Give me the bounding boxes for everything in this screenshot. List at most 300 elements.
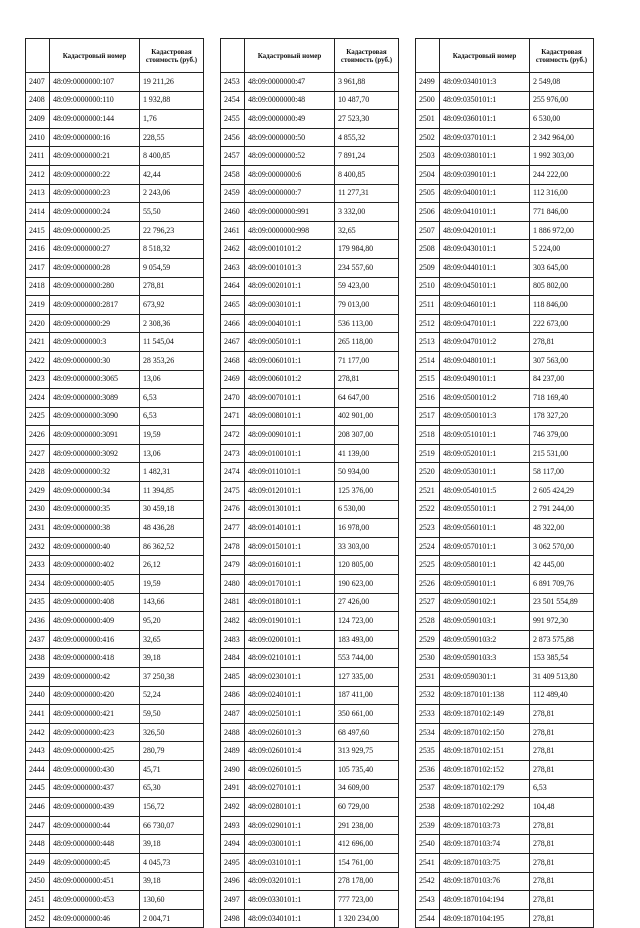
cadastral-value-cell: 3 961,88 <box>335 73 399 92</box>
row-number-cell: 2492 <box>221 798 245 817</box>
table-row <box>26 221 204 240</box>
table-row <box>26 463 204 482</box>
cadastral-number-cell: 48:09:1870103:73 <box>440 816 530 835</box>
row-number-cell: 2498 <box>221 909 245 928</box>
row-number-cell: 2520 <box>416 463 440 482</box>
cadastral-value-cell: 208 307,00 <box>335 426 399 445</box>
table-row <box>416 760 594 779</box>
cadastral-number-cell: 48:09:0160101:1 <box>245 556 335 575</box>
row-number-cell: 2428 <box>26 463 50 482</box>
cadastral-value-cell: 278,81 <box>530 742 594 761</box>
row-number-cell: 2434 <box>26 575 50 594</box>
row-number-cell: 2431 <box>26 519 50 538</box>
row-number-cell: 2415 <box>26 221 50 240</box>
table-row <box>26 593 204 612</box>
row-number-cell: 2500 <box>416 91 440 110</box>
cadastral-number-cell: 48:09:0550101:1 <box>440 500 530 519</box>
row-number-cell: 2409 <box>26 110 50 129</box>
cadastral-number-cell: 48:09:0290101:1 <box>245 816 335 835</box>
cadastral-number-cell: 48:09:0000000:35 <box>50 500 140 519</box>
table-row <box>221 258 399 277</box>
row-number-cell: 2536 <box>416 760 440 779</box>
table-row <box>416 537 594 556</box>
cadastral-value-cell: 32,65 <box>335 221 399 240</box>
cadastral-value-cell: 6,53 <box>140 389 204 408</box>
table-row <box>416 165 594 184</box>
table-row <box>26 128 204 147</box>
header-cadastral-value: Кадастровая стоимость (руб.) <box>335 39 399 73</box>
table-row <box>26 184 204 203</box>
cadastral-value-cell: 183 493,00 <box>335 630 399 649</box>
table-row <box>26 909 204 928</box>
table-row <box>26 556 204 575</box>
row-number-cell: 2483 <box>221 630 245 649</box>
table-row <box>221 444 399 463</box>
row-number-cell: 2496 <box>221 872 245 891</box>
row-number-cell: 2491 <box>221 779 245 798</box>
table-row <box>26 798 204 817</box>
cadastral-value-cell: 79 013,00 <box>335 296 399 315</box>
table-row <box>221 221 399 240</box>
table-row <box>26 649 204 668</box>
cadastral-value-cell: 244 222,00 <box>530 165 594 184</box>
row-number-cell: 2412 <box>26 165 50 184</box>
cadastral-number-cell: 48:09:0000000:45 <box>50 853 140 872</box>
table-row <box>26 482 204 501</box>
cadastral-number-cell: 48:09:0000000:29 <box>50 314 140 333</box>
cadastral-number-cell: 48:09:0340101:3 <box>440 73 530 92</box>
table-row <box>26 668 204 687</box>
header-cadastral-number: Кадастровый номер <box>50 39 140 73</box>
table-row <box>26 444 204 463</box>
cadastral-number-cell: 48:09:0590103:2 <box>440 630 530 649</box>
cadastral-number-cell: 48:09:0000000:44 <box>50 816 140 835</box>
cadastral-value-cell: 746 379,00 <box>530 426 594 445</box>
table-row <box>221 482 399 501</box>
table-row <box>416 296 594 315</box>
table-row <box>221 333 399 352</box>
cadastral-number-cell: 48:09:0030101:1 <box>245 296 335 315</box>
row-number-cell: 2418 <box>26 277 50 296</box>
cadastral-number-cell: 48:09:0000000:409 <box>50 612 140 631</box>
cadastral-value-cell: 31 409 513,80 <box>530 668 594 687</box>
table-row <box>416 668 594 687</box>
cadastral-number-cell: 48:09:0000000:38 <box>50 519 140 538</box>
cadastral-value-cell: 2 605 424,29 <box>530 482 594 501</box>
cadastral-value-cell: 125 376,00 <box>335 482 399 501</box>
cadastral-number-cell: 48:09:1870102:150 <box>440 723 530 742</box>
cadastral-value-cell: 2 004,71 <box>140 909 204 928</box>
row-number-cell: 2514 <box>416 351 440 370</box>
table-row <box>221 891 399 910</box>
row-number-cell: 2460 <box>221 203 245 222</box>
row-number-cell: 2442 <box>26 723 50 742</box>
cadastral-number-cell: 48:09:0050101:1 <box>245 333 335 352</box>
cadastral-value-cell: 553 744,00 <box>335 649 399 668</box>
cadastral-number-cell: 48:09:0000000:52 <box>245 147 335 166</box>
cadastral-value-cell: 278,81 <box>530 723 594 742</box>
row-number-cell: 2505 <box>416 184 440 203</box>
cadastral-table-1 <box>25 38 204 928</box>
table-row <box>416 872 594 891</box>
table-row <box>26 630 204 649</box>
cadastral-number-cell: 48:09:0310101:1 <box>245 853 335 872</box>
table-row <box>416 779 594 798</box>
row-number-cell: 2422 <box>26 351 50 370</box>
cadastral-value-cell: 112 489,40 <box>530 686 594 705</box>
cadastral-number-cell: 48:09:0000000:25 <box>50 221 140 240</box>
cadastral-value-cell: 27 426,00 <box>335 593 399 612</box>
cadastral-number-cell: 48:09:0000000:28 <box>50 258 140 277</box>
cadastral-value-cell: 4 855,32 <box>335 128 399 147</box>
row-number-cell: 2527 <box>416 593 440 612</box>
row-number-cell: 2540 <box>416 835 440 854</box>
header-number <box>416 39 440 73</box>
cadastral-value-cell: 673,92 <box>140 296 204 315</box>
cadastral-number-cell: 48:09:0000000:48 <box>245 91 335 110</box>
row-number-cell: 2502 <box>416 128 440 147</box>
cadastral-value-cell: 1 320 234,00 <box>335 909 399 928</box>
cadastral-value-cell: 105 735,40 <box>335 760 399 779</box>
cadastral-number-cell: 48:09:0400101:1 <box>440 184 530 203</box>
cadastral-value-cell: 104,48 <box>530 798 594 817</box>
cadastral-value-cell: 32,65 <box>140 630 204 649</box>
cadastral-value-cell: 60 729,00 <box>335 798 399 817</box>
cadastral-value-cell: 234 557,60 <box>335 258 399 277</box>
cadastral-value-cell: 11 277,31 <box>335 184 399 203</box>
table-row <box>221 147 399 166</box>
row-number-cell: 2479 <box>221 556 245 575</box>
cadastral-value-cell: 42,44 <box>140 165 204 184</box>
table-row <box>221 909 399 928</box>
cadastral-number-cell: 48:09:0500101:3 <box>440 407 530 426</box>
cadastral-number-cell: 48:09:0120101:1 <box>245 482 335 501</box>
cadastral-number-cell: 48:09:0300101:1 <box>245 835 335 854</box>
table-row <box>26 779 204 798</box>
row-number-cell: 2543 <box>416 891 440 910</box>
row-number-cell: 2508 <box>416 240 440 259</box>
table-row <box>416 333 594 352</box>
cadastral-number-cell: 48:09:0270101:1 <box>245 779 335 798</box>
cadastral-number-cell: 48:09:0210101:1 <box>245 649 335 668</box>
cadastral-number-cell: 48:09:0000000:2817 <box>50 296 140 315</box>
cadastral-number-cell: 48:09:0000000:437 <box>50 779 140 798</box>
cadastral-number-cell: 48:09:0450101:1 <box>440 277 530 296</box>
cadastral-value-cell: 6 891 709,76 <box>530 575 594 594</box>
cadastral-value-cell: 58 117,00 <box>530 463 594 482</box>
cadastral-value-cell: 1 932,88 <box>140 91 204 110</box>
table-row <box>26 91 204 110</box>
row-number-cell: 2542 <box>416 872 440 891</box>
row-number-cell: 2417 <box>26 258 50 277</box>
table-row <box>221 853 399 872</box>
table-row <box>221 240 399 259</box>
cadastral-number-cell: 48:09:0180101:1 <box>245 593 335 612</box>
cadastral-value-cell: 23 501 554,89 <box>530 593 594 612</box>
cadastral-number-cell: 48:09:0010101:2 <box>245 240 335 259</box>
row-number-cell: 2503 <box>416 147 440 166</box>
cadastral-number-cell: 48:09:0000000:280 <box>50 277 140 296</box>
table-row <box>26 872 204 891</box>
cadastral-number-cell: 48:09:0460101:1 <box>440 296 530 315</box>
cadastral-number-cell: 48:09:0000000:24 <box>50 203 140 222</box>
cadastral-number-cell: 48:09:0280101:1 <box>245 798 335 817</box>
row-number-cell: 2457 <box>221 147 245 166</box>
cadastral-number-cell: 48:09:0200101:1 <box>245 630 335 649</box>
row-number-cell: 2506 <box>416 203 440 222</box>
cadastral-number-cell: 48:09:0000000:405 <box>50 575 140 594</box>
table-row <box>221 277 399 296</box>
row-number-cell: 2484 <box>221 649 245 668</box>
cadastral-value-cell: 278,81 <box>140 277 204 296</box>
row-number-cell: 2480 <box>221 575 245 594</box>
cadastral-number-cell: 48:09:0000000:991 <box>245 203 335 222</box>
cadastral-number-cell: 48:09:0560101:1 <box>440 519 530 538</box>
row-number-cell: 2451 <box>26 891 50 910</box>
header-number <box>26 39 50 73</box>
header-cadastral-number: Кадастровый номер <box>245 39 335 73</box>
cadastral-value-cell: 84 237,00 <box>530 370 594 389</box>
cadastral-value-cell: 55,50 <box>140 203 204 222</box>
row-number-cell: 2465 <box>221 296 245 315</box>
cadastral-number-cell: 48:09:0000000:3090 <box>50 407 140 426</box>
row-number-cell: 2453 <box>221 73 245 92</box>
cadastral-number-cell: 48:09:1870101:138 <box>440 686 530 705</box>
row-number-cell: 2464 <box>221 277 245 296</box>
table-row <box>221 407 399 426</box>
cadastral-value-cell: 350 661,00 <box>335 705 399 724</box>
table-row <box>26 537 204 556</box>
cadastral-number-cell: 48:09:0260101:5 <box>245 760 335 779</box>
table-row <box>26 110 204 129</box>
row-number-cell: 2445 <box>26 779 50 798</box>
table-row <box>26 73 204 92</box>
row-number-cell: 2493 <box>221 816 245 835</box>
table-row <box>416 203 594 222</box>
table-row <box>416 184 594 203</box>
header-cadastral-value: Кадастровая стоимость (руб.) <box>530 39 594 73</box>
table-row <box>416 556 594 575</box>
cadastral-value-cell: 178 327,20 <box>530 407 594 426</box>
row-number-cell: 2525 <box>416 556 440 575</box>
cadastral-value-cell: 307 563,00 <box>530 351 594 370</box>
row-number-cell: 2477 <box>221 519 245 538</box>
cadastral-number-cell: 48:09:0520101:1 <box>440 444 530 463</box>
row-number-cell: 2512 <box>416 314 440 333</box>
cadastral-value-cell: 326,50 <box>140 723 204 742</box>
cadastral-value-cell: 278,81 <box>530 705 594 724</box>
cadastral-number-cell: 48:09:0000000:3092 <box>50 444 140 463</box>
table-row <box>416 835 594 854</box>
row-number-cell: 2408 <box>26 91 50 110</box>
cadastral-number-cell: 48:09:0000000:144 <box>50 110 140 129</box>
cadastral-number-cell: 48:09:0110101:1 <box>245 463 335 482</box>
cadastral-value-cell: 6,53 <box>530 779 594 798</box>
row-number-cell: 2458 <box>221 165 245 184</box>
table-row <box>221 872 399 891</box>
cadastral-number-cell: 48:09:0000000:34 <box>50 482 140 501</box>
row-number-cell: 2513 <box>416 333 440 352</box>
cadastral-value-cell: 215 531,00 <box>530 444 594 463</box>
cadastral-number-cell: 48:09:0000000:423 <box>50 723 140 742</box>
table-row <box>416 742 594 761</box>
row-number-cell: 2518 <box>416 426 440 445</box>
row-number-cell: 2531 <box>416 668 440 687</box>
row-number-cell: 2424 <box>26 389 50 408</box>
cadastral-value-cell: 278,81 <box>530 760 594 779</box>
table-row <box>416 351 594 370</box>
cadastral-value-cell: 6 530,00 <box>335 500 399 519</box>
row-number-cell: 2517 <box>416 407 440 426</box>
row-number-cell: 2447 <box>26 816 50 835</box>
cadastral-value-cell: 2 791 244,00 <box>530 500 594 519</box>
cadastral-value-cell: 59,50 <box>140 705 204 724</box>
table-row <box>26 333 204 352</box>
table-row <box>26 240 204 259</box>
cadastral-value-cell: 412 696,00 <box>335 835 399 854</box>
table-row <box>416 500 594 519</box>
cadastral-number-cell: 48:09:0470101:1 <box>440 314 530 333</box>
cadastral-value-cell: 278,81 <box>530 835 594 854</box>
cadastral-value-cell: 11 545,04 <box>140 333 204 352</box>
table-row <box>221 463 399 482</box>
cadastral-value-cell: 52,24 <box>140 686 204 705</box>
table-row <box>26 389 204 408</box>
table-row <box>26 519 204 538</box>
table-row <box>221 426 399 445</box>
table-row <box>416 853 594 872</box>
cadastral-number-cell: 48:09:1870102:151 <box>440 742 530 761</box>
row-number-cell: 2535 <box>416 742 440 761</box>
cadastral-value-cell: 5 224,00 <box>530 240 594 259</box>
cadastral-number-cell: 48:09:0340101:1 <box>245 909 335 928</box>
table-row <box>221 612 399 631</box>
header-cadastral-value: Кадастровая стоимость (руб.) <box>140 39 204 73</box>
table-row <box>26 705 204 724</box>
row-number-cell: 2468 <box>221 351 245 370</box>
cadastral-number-cell: 48:09:0360101:1 <box>440 110 530 129</box>
row-number-cell: 2446 <box>26 798 50 817</box>
cadastral-value-cell: 19,59 <box>140 575 204 594</box>
cadastral-value-cell: 39,18 <box>140 835 204 854</box>
cadastral-value-cell: 1 482,31 <box>140 463 204 482</box>
row-number-cell: 2441 <box>26 705 50 724</box>
row-number-cell: 2437 <box>26 630 50 649</box>
table-row <box>221 593 399 612</box>
cadastral-number-cell: 48:09:1870103:76 <box>440 872 530 891</box>
table-row <box>416 519 594 538</box>
row-number-cell: 2534 <box>416 723 440 742</box>
row-number-cell: 2413 <box>26 184 50 203</box>
cadastral-number-cell: 48:09:0010101:3 <box>245 258 335 277</box>
cadastral-number-cell: 48:09:0000000:6 <box>245 165 335 184</box>
table-row <box>416 407 594 426</box>
row-number-cell: 2529 <box>416 630 440 649</box>
row-number-cell: 2426 <box>26 426 50 445</box>
cadastral-number-cell: 48:09:0000000:50 <box>245 128 335 147</box>
table-row <box>221 203 399 222</box>
cadastral-number-cell: 48:09:0150101:1 <box>245 537 335 556</box>
cadastral-number-cell: 48:09:0000000:451 <box>50 872 140 891</box>
table-row <box>416 73 594 92</box>
row-number-cell: 2410 <box>26 128 50 147</box>
row-number-cell: 2419 <box>26 296 50 315</box>
cadastral-number-cell: 48:09:0500101:2 <box>440 389 530 408</box>
cadastral-number-cell: 48:09:0570101:1 <box>440 537 530 556</box>
cadastral-value-cell: 48 436,28 <box>140 519 204 538</box>
table-row <box>26 816 204 835</box>
cadastral-value-cell: 303 645,00 <box>530 258 594 277</box>
table-row <box>221 519 399 538</box>
table-row <box>221 351 399 370</box>
row-number-cell: 2454 <box>221 91 245 110</box>
table-row <box>26 426 204 445</box>
table-row <box>26 835 204 854</box>
table-row <box>416 258 594 277</box>
cadastral-number-cell: 48:09:0000000:402 <box>50 556 140 575</box>
cadastral-value-cell: 2 873 575,88 <box>530 630 594 649</box>
row-number-cell: 2507 <box>416 221 440 240</box>
row-number-cell: 2430 <box>26 500 50 519</box>
table-row <box>26 277 204 296</box>
row-number-cell: 2467 <box>221 333 245 352</box>
cadastral-number-cell: 48:09:1870104:195 <box>440 909 530 928</box>
table-row <box>416 110 594 129</box>
row-number-cell: 2494 <box>221 835 245 854</box>
row-number-cell: 2459 <box>221 184 245 203</box>
table-row <box>221 165 399 184</box>
cadastral-value-cell: 278,81 <box>530 816 594 835</box>
row-number-cell: 2455 <box>221 110 245 129</box>
table-row <box>221 537 399 556</box>
cadastral-value-cell: 13,06 <box>140 370 204 389</box>
cadastral-value-cell: 4 045,73 <box>140 853 204 872</box>
cadastral-value-cell: 9 054,59 <box>140 258 204 277</box>
table-row <box>221 110 399 129</box>
cadastral-number-cell: 48:09:0490101:1 <box>440 370 530 389</box>
cadastral-value-cell: 278,81 <box>530 909 594 928</box>
cadastral-value-cell: 222 673,00 <box>530 314 594 333</box>
table-row <box>416 426 594 445</box>
cadastral-value-cell: 143,66 <box>140 593 204 612</box>
table-row <box>416 463 594 482</box>
row-number-cell: 2486 <box>221 686 245 705</box>
row-number-cell: 2526 <box>416 575 440 594</box>
row-number-cell: 2501 <box>416 110 440 129</box>
cadastral-value-cell: 65,30 <box>140 779 204 798</box>
table-header-row <box>221 39 399 73</box>
cadastral-value-cell: 2 342 964,00 <box>530 128 594 147</box>
row-number-cell: 2436 <box>26 612 50 631</box>
cadastral-number-cell: 48:09:0530101:1 <box>440 463 530 482</box>
cadastral-number-cell: 48:09:0000000:420 <box>50 686 140 705</box>
cadastral-number-cell: 48:09:0000000:408 <box>50 593 140 612</box>
row-number-cell: 2499 <box>416 73 440 92</box>
cadastral-number-cell: 48:09:0480101:1 <box>440 351 530 370</box>
row-number-cell: 2523 <box>416 519 440 538</box>
row-number-cell: 2407 <box>26 73 50 92</box>
table-row <box>221 73 399 92</box>
table-row <box>26 147 204 166</box>
table-row <box>416 240 594 259</box>
row-number-cell: 2439 <box>26 668 50 687</box>
cadastral-number-cell: 48:09:0590103:1 <box>440 612 530 631</box>
table-row <box>26 686 204 705</box>
cadastral-value-cell: 86 362,52 <box>140 537 204 556</box>
header-number <box>221 39 245 73</box>
cadastral-number-cell: 48:09:0000000:453 <box>50 891 140 910</box>
row-number-cell: 2482 <box>221 612 245 631</box>
